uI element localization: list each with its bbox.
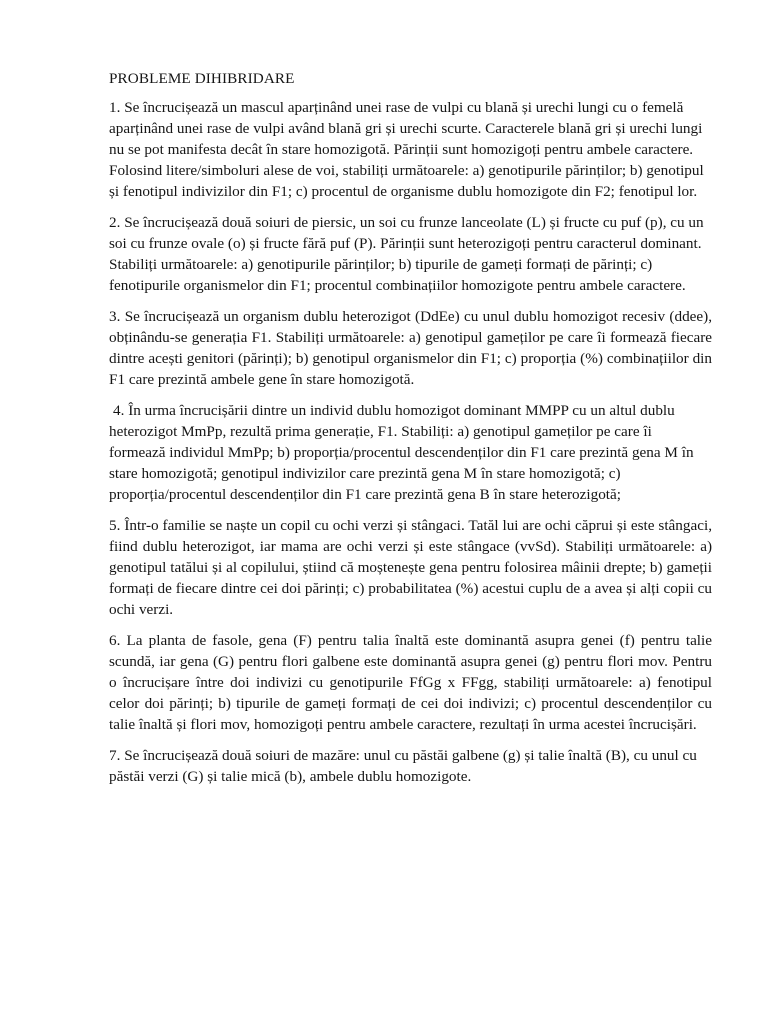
problem-3 xyxy=(109,306,712,390)
problem-2-text: 2. Se încrucișează două soiuri de piersic, un soi cu frunze lanceolate (L) și fructe cu puf (p), cu un soi cu frunze ovale (o) și fructe fără puf (P). Părinții sunt heterozigoți pentru caracterul dominant. Stabiliți următoarele: a) genotipurile părinților; b) tipurile de gameți formați de părinți; c) fenotipurile organismelor din F1; procentul combinațiilor homozigote pentru ambele caractere. xyxy=(109,214,704,294)
problem-7-text: 7. Se încrucișează două soiuri de mazăre: unul cu păstăi galbene (g) și talie înaltă (B), cu unul cu păstăi verzi (G) și talie mică (b), ambele dublu homozigote. xyxy=(109,747,697,785)
problem-1 xyxy=(109,97,712,202)
problem-5-text: 5. Într-o familie se naște un copil cu ochi verzi și stângaci. Tatăl lui are ochi căprui și este stângaci, fiind dublu heterozigot, iar mama are ochi verzi și este stângace (vvSd). Stabiliți următoarele: a) genotipul tatălui și al copilului, știind că moștenește gena pentru folosirea mâinii drepte; b) gameții formați de fiecare dintre cei doi părinți; c) probabilitatea (%) acestui cuplu de a avea și alți copii cu ochi verzi. xyxy=(109,517,712,618)
problem-5 xyxy=(109,515,712,620)
problem-2 xyxy=(109,212,712,296)
problem-4 xyxy=(109,400,712,505)
problem-7 xyxy=(109,745,712,787)
problem-1-text: 1. Se încrucișează un mascul aparținând unei rase de vulpi cu blană și urechi lungi cu o femelă aparținând unei rase de vulpi având blană gri și urechi scurte. Caracterele blană gri și urechi lungi nu se pot manifesta decât în stare homozigotă. Părinții sunt homozigoți pentru ambele caractere. Folosind litere/simboluri alese de voi, stabiliți următoarele: a) genotipurile părinților; b) genotipul și fenotipul indivizilor din F1; c) procentul de organisme dublu homozigote din F2; fenotipul lor. xyxy=(109,99,704,200)
document-title: PROBLEME DIHIBRIDARE xyxy=(109,70,295,87)
problem-6 xyxy=(109,630,712,735)
problem-6-text: 6. La planta de fasole, gena (F) pentru talia înaltă este dominantă asupra genei (f) pentru talie scundă, iar gena (G) pentru flori galbene este dominantă asupra genei (g) pentru flori mov. Pentru o încrucișare între doi indivizi cu genotipurile FfGg x FFgg, stabiliți următoarele: a) fenotipul celor doi părinți; b) tipurile de gameți formați de cei doi indivizi; c) procentul descendenților cu talie înaltă și flori mov, homozigoți pentru ambele caractere, rezultați în urma acestei încrucișări. xyxy=(109,632,712,733)
problem-4-text: 4. În urma încrucișării dintre un individ dublu homozigot dominant MMPP cu un altul dublu heterozigot MmPp, rezultă prima generație, F1. Stabiliți: a) genotipul gameților pe care îi formează individul MmPp; b) proporția/procentul descendenților din F1 care prezintă gena M în stare homozigotă; genotipul indivizilor care prezintă gena M în stare homozigotă; c) proporția/procentul descendenților din F1 care prezintă gena B în stare heterozigotă; xyxy=(109,402,694,503)
problem-3-text: 3. Se încrucișează un organism dublu heterozigot (DdEe) cu unul dublu homozigot recesiv (ddee), obținându-se generația F1. Stabiliți următoarele: a) genotipul gameților pe care îi formează fiecare dintre acești genitori (părinți); b) genotipul organismelor din F1; c) proporția (%) combinațiilor din F1 care prezintă ambele gene în stare homozigotă. xyxy=(109,308,712,388)
